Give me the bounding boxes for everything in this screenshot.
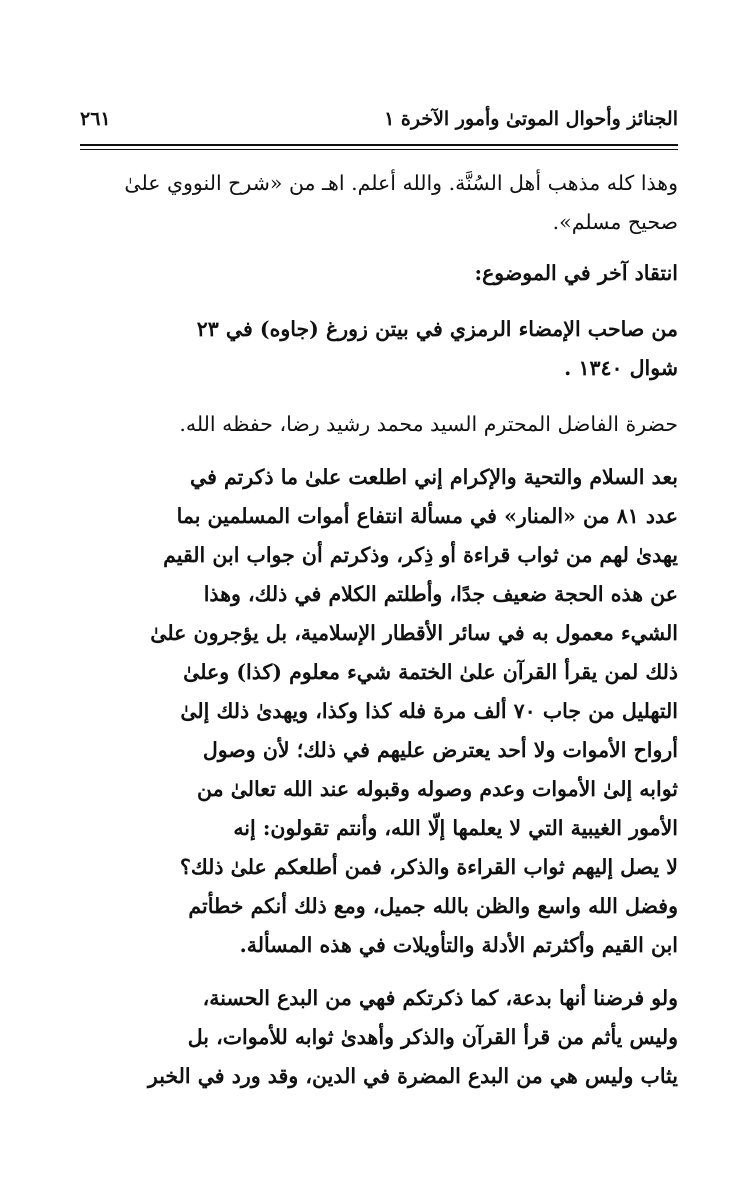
text-line: ثوابه إلىٰ الأموات وعدم وصوله وقبوله عند الله تعالىٰ من: [197, 777, 678, 801]
header-rule-thick: [80, 144, 678, 146]
text-line: شوال ١٣٤٠ .: [564, 356, 678, 380]
text-line: من صاحب الإمضاء الرمزي في بيتن زورغ (جاوه) في ٢٣: [196, 317, 678, 341]
text-line: عن هذه الحجة ضعيف جدًا، وأطلتم الكلام في ذلك، وهذا: [203, 582, 678, 606]
paragraph-sender: [80, 310, 678, 388]
text-line: عدد ٨١ من «المنار» في مسألة انتفاع أموات المسلمين بما: [176, 504, 678, 528]
text-line: حضرة الفاضل المحترم السيد محمد رشيد رضا، حفظه الله.: [179, 412, 678, 436]
text-line: يهدىٰ لهم من ثواب قراءة أو ذِكر، وذكرتم أن جواب ابن القيم: [163, 543, 678, 567]
paragraph-letter-body: [80, 458, 678, 965]
text-line: ابن القيم وأكثرتم الأدلة والتأويلات في هذه المسألة.: [239, 933, 678, 957]
paragraph-salutation: [80, 405, 678, 444]
book-page: [80, 108, 678, 1096]
text-line: وهذا كله مذهب أهل السُنَّة. والله أعلم. اهـ من «شرح النووي علىٰ: [124, 171, 678, 195]
page-number: ٢٦١: [80, 108, 111, 130]
text-line: لا يصل إليهم ثواب القراءة والذكر، فمن أطلعكم علىٰ ذلك؟: [180, 855, 678, 879]
text-line: أرواح الأموات ولا أحد يعترض عليهم في ذلك؛ لأن وصول: [202, 738, 678, 762]
text-line: ولو فرضنا أنها بدعة، كما ذكرتكم فهي من البدع الحسنة،: [202, 986, 678, 1010]
running-header: [80, 108, 678, 140]
paragraph-letter-continued: [80, 979, 678, 1096]
text-line: الشيء معمول به في سائر الأقطار الإسلامية، بل يؤجرون علىٰ: [150, 621, 678, 645]
header-rule-thin: [80, 149, 678, 150]
text-line: وليس يأثم من قرأ القرآن والذكر وأهدىٰ ثوابه للأموات، بل: [187, 1025, 678, 1049]
text-line: بعد السلام والتحية والإكرام إني اطلعت علىٰ ما ذكرتم في: [190, 465, 678, 489]
text-line: التهليل من جاب ٧٠ ألف مرة فله كذا وكذا، ويهدىٰ ذلك إلىٰ: [180, 699, 678, 723]
running-title: الجنائز وأحوال الموتىٰ وأمور الآخرة ١: [384, 108, 678, 130]
text-line: يثاب وليس هي من البدع المضرة في الدين، وقد ورد في الخبر: [147, 1064, 678, 1088]
text-line: وفضل الله واسع والظن بالله جميل، ومع ذلك أنكم خطأتم: [188, 894, 678, 918]
text-line: صحيح مسلم».: [552, 210, 678, 234]
text-line: ذلك لمن يقرأ القرآن علىٰ الختمة شيء معلوم (كذا) وعلىٰ: [183, 660, 678, 684]
section-heading: انتقاد آخر في الموضوع:: [474, 261, 678, 285]
text-line: الأمور الغيبية التي لا يعلمها إلّا الله، وأنتم تقولون: إنه: [233, 816, 678, 840]
paragraph-closing-quote: [80, 164, 678, 242]
